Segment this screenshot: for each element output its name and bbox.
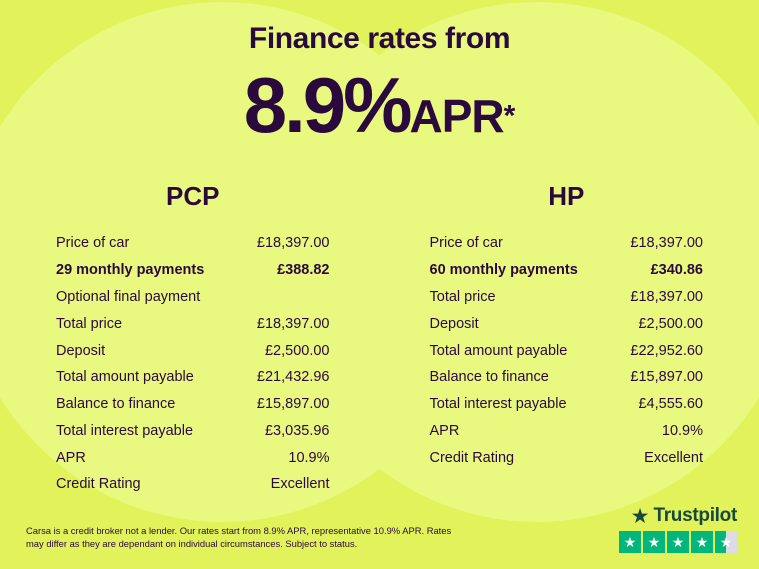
trustpilot-rating [613,505,737,553]
table-row [408,310,726,337]
table-row [408,284,726,311]
row-label: Total amount payable [56,369,194,386]
table-row [34,417,352,444]
row-label: Credit Rating [429,449,515,466]
star-icon [643,531,665,553]
trustpilot-star-icon: ★ [630,504,650,528]
pcp-title: PCP [166,181,220,211]
table-row [34,337,352,364]
rate-asterisk: * [503,99,516,133]
star-glyph: ★ [623,534,637,550]
finance-comparison [0,181,759,498]
hp-column [380,181,726,498]
row-value: £388.82 [277,262,330,279]
row-value: £15,897.00 [256,396,330,413]
footer [0,505,759,569]
row-label: Total price [429,288,496,305]
row-value: £18,397.00 [630,288,703,305]
row-label: Total interest payable [429,396,567,413]
row-value: £3,035.96 [264,422,330,439]
table-row [408,391,726,418]
row-label: 29 monthly payments [56,262,205,279]
row-label: Balance to finance [56,396,176,413]
row-value: £18,397.00 [630,235,703,252]
trustpilot-stars [613,531,737,553]
table-row [408,417,726,444]
row-value: Excellent [270,476,330,493]
table-row [408,337,726,364]
row-value: £2,500.00 [264,342,330,359]
star-glyph: ★ [671,534,685,550]
row-value: £18,397.00 [256,315,330,332]
trustpilot-logo [613,505,737,527]
row-value: £340.86 [650,262,703,279]
row-label: Deposit [56,342,106,359]
row-label: Total amount payable [429,342,568,359]
pcp-column [34,181,380,498]
table-row [34,284,352,311]
page-title: Finance rates from [248,22,511,55]
star-glyph: ★ [719,534,733,550]
table-row [34,230,352,257]
row-label: Price of car [56,235,130,252]
table-row [34,471,352,498]
table-row [34,364,352,391]
star-glyph: ★ [647,534,661,550]
row-value: £22,952.60 [630,342,703,359]
row-label: 60 monthly payments [429,262,578,279]
rate-unit: APR [409,90,504,142]
star-icon [667,531,689,553]
row-value: £2,500.00 [638,315,703,332]
row-value: £15,897.00 [630,369,703,386]
table-row [34,391,352,418]
star-glyph: ★ [695,534,709,550]
table-row [408,230,726,257]
row-value: 10.9% [661,422,703,439]
trustpilot-wordmark: Trustpilot [653,505,737,526]
row-label: Price of car [429,235,503,252]
row-value: Excellent [644,449,703,466]
hp-title: HP [548,181,585,211]
row-value: 10.9% [288,449,330,466]
row-value: £18,397.00 [256,235,330,252]
row-label: Total interest payable [56,422,194,439]
table-row [34,444,352,471]
star-icon [619,531,641,553]
table-row [408,257,726,284]
star-half-icon [715,531,737,553]
table-row [34,310,352,337]
star-icon [691,531,713,553]
disclaimer-text: Carsa is a credit broker not a lender. Our rates start from 8.9% APR, representative 10.9% APR. Rates may differ as they are dependant on individual circumstances. Subject to status. [26,524,452,550]
row-label: Total price [56,315,123,332]
row-value: £21,432.96 [256,369,330,386]
row-label: Optional final payment [56,288,201,305]
row-label: Credit Rating [56,476,141,493]
table-row [34,257,352,284]
row-label: Balance to finance [429,369,549,386]
rate-value: 8.9% [243,61,410,149]
table-row [408,444,726,471]
row-value: £4,555.60 [638,396,703,413]
row-label: Deposit [429,315,479,332]
row-label: APR [429,422,460,439]
table-row [408,364,726,391]
row-label: APR [56,449,86,466]
headline-rate [0,60,759,151]
